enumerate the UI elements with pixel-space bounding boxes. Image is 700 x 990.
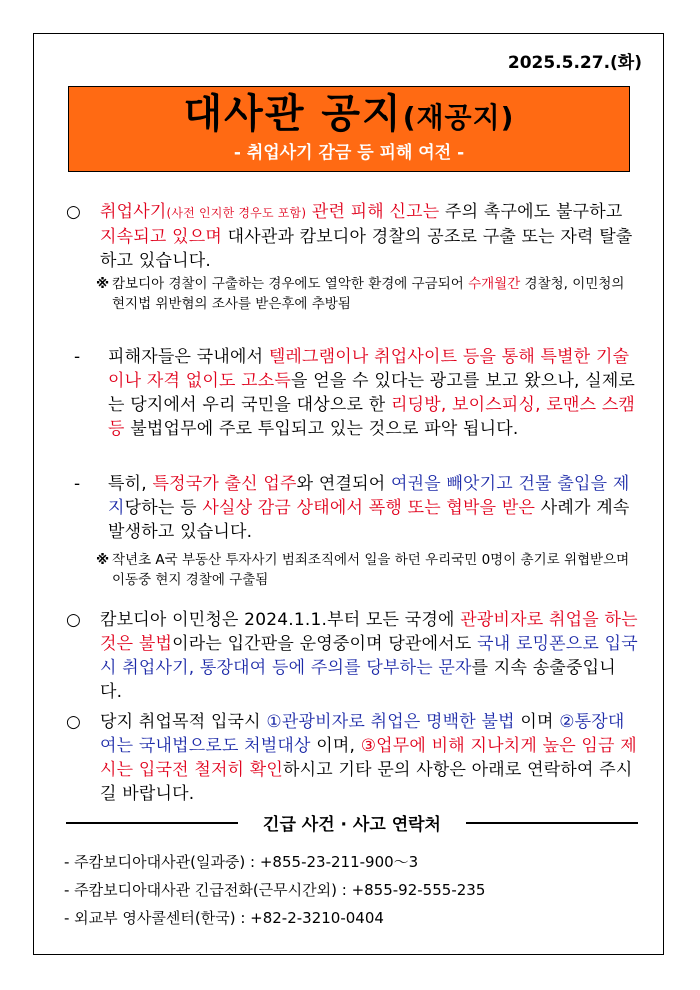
text-plain: 경찰청, 이민청의 현지법 위반혐의 조사를 받은후에 추방됨	[112, 276, 625, 312]
banner-title-main: 대사관 공지	[183, 91, 403, 137]
note-2-text: 작년초 A국 부동산 투자사기 범죄조직에서 일을 하던 우리국민 0명이 총기로 위협받으며 이동중 현지 경찰에 구출됨	[112, 552, 630, 588]
text-red: 관광비자로 취업을 하는 것은 불법	[100, 610, 638, 654]
note-1	[96, 274, 636, 314]
banner-title-sub: (재공지)	[402, 101, 515, 134]
dash-bullet: -	[74, 347, 81, 367]
contacts-heading-text: 긴급 사건 · 사고 연락처	[255, 815, 449, 835]
text-plain: 불법업무에 주로 투입되고 있는 것으로 파악 됩니다.	[124, 419, 519, 439]
section-3	[74, 472, 638, 544]
text-red: ③업무에 비해 지나치게 높은 임금 제시는 입국전 철저히 확인	[100, 736, 637, 780]
section-1	[66, 200, 638, 273]
text-blue: 여권을 빼앗기고 건물 출입을 제지	[108, 474, 630, 518]
section-2	[74, 345, 638, 441]
text-red: 취업사기	[100, 202, 167, 222]
text-plain: 당하는 등	[124, 498, 203, 518]
text-plain: 이며	[514, 712, 560, 732]
banner-title	[69, 91, 629, 141]
text-plain: 를 지속 송출중입니다.	[100, 658, 616, 702]
circle-bullet: ○	[66, 712, 82, 732]
section-2-text	[108, 345, 638, 441]
contacts-heading	[62, 810, 642, 834]
contact-item-embassy-office: - 주캄보디아대사관(일과중) : +855-23-211-900～3	[64, 853, 419, 871]
text-plain: 이라는 입간판을 운영중이며 당관에서도	[172, 634, 478, 654]
circle-bullet: ○	[66, 610, 82, 630]
text-plain: 당지 취업목적 입국시	[100, 712, 267, 732]
text-plain: 피해자들은 국내에서	[108, 347, 269, 367]
contacts-list	[64, 848, 485, 932]
text-red: 지속되고 있으며	[100, 227, 222, 247]
text-plain: 캄보디아 이민청은 2024.1.1.부터 모든 국경에	[100, 610, 461, 630]
section-5	[66, 710, 638, 806]
section-5-text	[100, 710, 638, 806]
text-red-small: (사전 인지한 경우도 포함)	[166, 206, 307, 220]
text-red: 사실상 감금 상태에서 폭행 또는 협박을 받은	[202, 498, 536, 518]
title-banner	[68, 86, 630, 172]
dash-bullet: -	[74, 474, 81, 494]
section-3-text	[108, 472, 638, 544]
text-blue: ②통장대여는 국내법으로도 처벌대상	[100, 712, 625, 756]
section-1-text	[100, 200, 638, 273]
text-red: 관련 피해 신고는	[306, 202, 440, 222]
contact-item-consular-call-center: - 외교부 영사콜센터(한국) : +82-2-3210-0404	[64, 909, 384, 927]
contact-item-embassy-emergency: - 주캄보디아대사관 긴급전화(근무시간외) : +855-92-555-235	[64, 881, 486, 899]
text-plain: 이며,	[310, 736, 361, 756]
text-blue: ①관광비자로 취업은 명백한 불법	[266, 712, 515, 732]
note-mark: ※	[96, 276, 110, 292]
text-plain: 주의 촉구에도 불구하고	[439, 202, 623, 222]
section-4	[66, 608, 638, 704]
circle-bullet: ○	[66, 202, 82, 222]
text-plain: 와 연결되어	[296, 474, 391, 494]
text-red: 리딩방, 보이스피싱, 로맨스 스캠 등	[108, 395, 636, 439]
note-mark: ※	[96, 552, 110, 568]
notice-date: 2025.5.27.(화)	[507, 53, 642, 73]
text-plain: 캄보디아 경찰이 구출하는 경우에도 열악한 환경에 구금되어	[112, 276, 469, 292]
text-plain: 을 얻을 수 있다는 광고를 보고 왔으나, 실제로는 당지에서 우리 국민을 대상으로 한	[108, 371, 636, 415]
text-plain: 사례가 계속 발생하고 있습니다.	[108, 498, 630, 542]
banner-subtitle: - 취업사기 감금 등 피해 여전 -	[233, 143, 465, 163]
section-4-text	[100, 608, 638, 704]
text-plain: 특히,	[108, 474, 153, 494]
text-red: 수개월간	[468, 276, 521, 292]
text-blue: 국내 로밍폰으로 입국시 취업사기, 통장대여 등에 주의를 당부하는 문자	[100, 634, 638, 678]
text-red: 특정국가 출신 업주	[152, 474, 297, 494]
text-red: 텔레그램이나 취업사이트 등을 통해 특별한 기술이나 자격 없이도 고소득	[108, 347, 630, 391]
text-plain: 하시고 기타 문의 사항은 아래로 연락하여 주시길 바랍니다.	[100, 760, 633, 804]
contacts-heading-label	[62, 810, 642, 835]
text-plain: 대사관과 캄보디아 경찰의 공조로 구출 또는 자력 탈출하고 있습니다.	[100, 227, 633, 271]
note-2	[96, 550, 636, 590]
note-1-text	[112, 274, 636, 314]
